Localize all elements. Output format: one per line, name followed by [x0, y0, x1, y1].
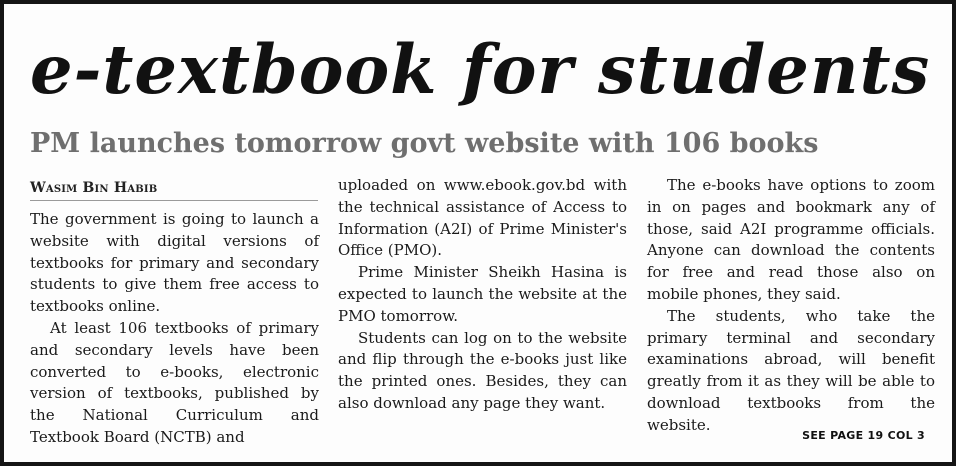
article-paragraph: uploaded on www.ebook.gov.bd with the technical assistance of Access to Information (A2I) of Prime Minister's Office (PMO). — [338, 176, 627, 260]
article-column-3 — [647, 175, 935, 437]
article-column-2 — [338, 175, 627, 415]
article-paragraph: Students can log on to the website and flip through the e-books just like the printed ones. Besides, they can also download any page they want. — [338, 328, 627, 412]
headline: e-textbook for students — [30, 30, 931, 109]
article-paragraph: The e-books have options to zoom in on pages and bookmark any of those, said A2I programme officials. Anyone can download the contents for free and read those also on mobile phones, they said. — [647, 176, 935, 303]
byline: Wasim Bin Habib — [30, 180, 158, 196]
article-paragraph: The students, who take the primary terminal and secondary examinations abroad, will benefit greatly from it as they will be able to download textbooks from the website. — [647, 306, 935, 434]
article-paragraph: The government is going to launch a website with digital versions of textbooks for primary and secondary students to give them free access to textbooks online. — [30, 210, 319, 316]
article-paragraph: Prime Minister Sheikh Hasina is expected to launch the website at the PMO tomorrow. — [338, 263, 627, 325]
byline-rule — [30, 200, 318, 201]
continuation-jump-line: SEE PAGE 19 COL 3 — [802, 429, 925, 442]
article-column-1 — [30, 209, 319, 449]
subheadline: PM launches tomorrow govt website with 106 books — [30, 128, 819, 159]
article-paragraph: At least 106 textbooks of primary and secondary levels have been converted to e-books, electronic version of textbooks, published by the National Curriculum and Textbook Board (NCTB) and — [30, 318, 319, 446]
